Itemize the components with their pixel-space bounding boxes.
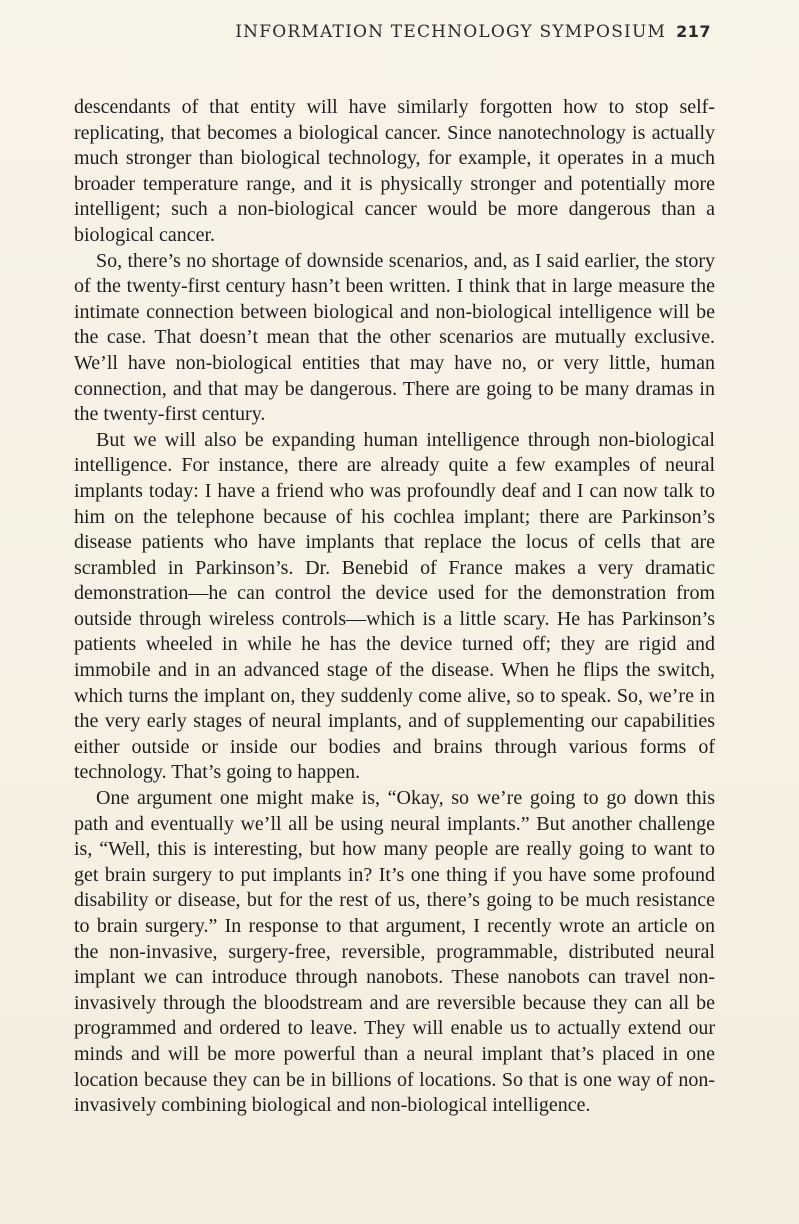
page-number: 217 (676, 22, 711, 41)
paragraph-continuation: descendants of that entity will have similarly forgotten how to stop self-replicating, that becomes a biological cancer. Since nanotechnology is actually much stronger than biological technology, for example, it operates in a much broader temperature range, and it is physically stronger and potentially more intelligent; such a non-biological cancer would be more dangerous than a biological cancer. (74, 96, 715, 246)
body-text (74, 95, 715, 1119)
running-head-title: INFORMATION TECHNOLOGY SYMPOSIUM (235, 22, 667, 42)
paragraph: So, there’s no shortage of downside scenarios, and, as I said earlier, the story of the twenty-first century hasn’t been written. I think that in large measure the intimate connection between biological and non-biological intelligence will be the case. That doesn’t mean that the other scenarios are mutually exclusive. We’ll have non-biological entities that may have no, or very little, human connection, and that may be dangerous. There are going to be many dramas in the twenty-first century. (74, 249, 715, 426)
paragraph: One argument one might make is, “Okay, so we’re going to go down this path and eventually we’ll all be using neural implants.” But another challenge is, “Well, this is interesting, but how many people are really going to want to get brain surgery to put implants in? It’s one thing if you have some profound disability or disease, but for the rest of us, there’s going to be much resistance to brain surgery.” In response to that argument, I recently wrote an article on the non-invasive, surgery-free, reversible, programmable, distributed neural implant we can introduce through nanobots. These nanobots can travel non-invasively through the bloodstream and are reversible because they can all be programmed and ordered to leave. They will enable us to actually extend our minds and will be more powerful than a neural implant that’s placed in one location because they can be in billions of locations. So that is one way of non-invasively combining biological and non-biological intelligence. (74, 787, 715, 1117)
paragraph: But we will also be expanding human intelligence through non-biological intelligence. For instance, there are already quite a few examples of neural implants today: I have a friend who was profoundly deaf and I can now talk to him on the telephone because of his cochlea implant; there are Parkinson’s disease patients who have implants that replace the locus of cells that are scrambled in Parkinson’s. Dr. Benebid of France makes a very dramatic demonstration—he can control the device used for the demonstration from outside through wireless controls—which is a little scary. He has Parkinson’s patients wheeled in while he has the device turned off; they are rigid and immobile and in an advanced stage of the disease. When he flips the switch, which turns the implant on, they suddenly come alive, so to speak. So, we’re in the very early stages of neural implants, and of supplementing our capabilities either outside or inside our bodies and brains through various forms of technology. That’s going to happen. (74, 428, 715, 784)
running-head (235, 22, 711, 42)
